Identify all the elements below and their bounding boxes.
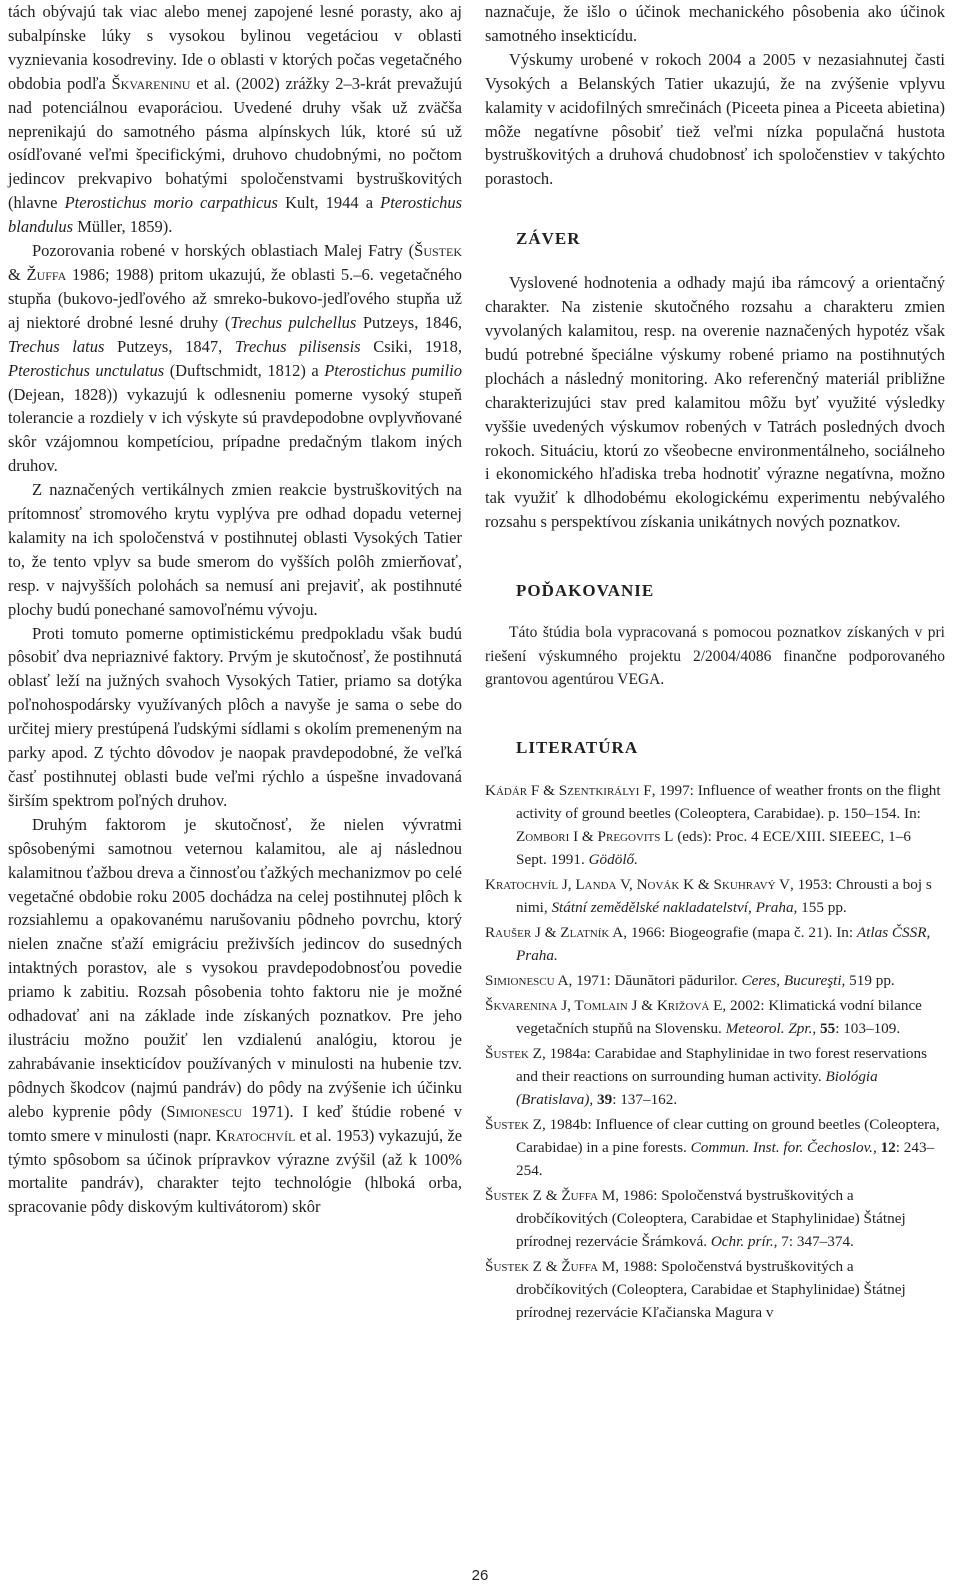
- left-column: [8, 0, 462, 1219]
- right-column: [485, 0, 945, 1326]
- reference-authors: Škvarenina J, Tomlain J & Križová E: [485, 997, 723, 1015]
- species-name: Pterostichus morio carpathicus: [64, 193, 278, 213]
- section-heading-zaver: ZÁVER: [516, 229, 581, 249]
- author-name: Simionescu: [166, 1101, 243, 1121]
- reference-authors: Šustek Z: [485, 1045, 542, 1063]
- section-heading-podakovanie: POĎAKOVANIE: [516, 581, 655, 601]
- reference-authors: Simionescu A: [485, 972, 569, 990]
- author-name: Žuffa: [26, 264, 67, 284]
- reference-text: , 1971: Dăunători pădurilor.: [568, 972, 742, 990]
- author-name: Škvareninu: [111, 73, 191, 93]
- reference-item: [485, 1255, 945, 1324]
- reference-authors: Raušer J & Zlatník A: [485, 924, 624, 942]
- reference-text: , 1997: Influence of weather fronts on the flight activity of ground beetles (Coleoptera, Carabidae). p. 150–154. In:: [516, 782, 941, 823]
- reference-item: [485, 921, 945, 967]
- reference-text2: (eds): Proc. 4 ECE/XIII. SIEEEC, 1–6 Sept. 1991.: [516, 828, 911, 869]
- reference-authors: Kádár F & Szentkirályi F: [485, 782, 652, 800]
- acknowledgement: Táto štúdia bola vypracovaná s pomocou poznatkov získaných v pri riešení výskumného projektu 2/2004/4086 finančne podporovaného grantovou agentúrou VEGA.: [485, 624, 945, 689]
- reference-journal: Biológia (Bratislava),: [516, 1068, 878, 1109]
- paragraph: naznačuje, že išlo o účinok mechanického pôsobenia ako účinok samotného insekticídu.: [485, 2, 945, 45]
- species-name: Trechus latus: [8, 336, 105, 356]
- reference-authors: Šustek Z & Žuffa M: [485, 1258, 616, 1276]
- reference-text: , 1966: Biogeografie (mapa č. 21). In:: [623, 924, 857, 942]
- reference-item: [485, 1113, 945, 1182]
- reference-tail: : 243–254.: [516, 1139, 935, 1180]
- species-name: Pterostichus blandulus: [8, 193, 463, 237]
- paragraph: Výskumy urobené v rokoch 2004 a 2005 v nezasiahnutej časti Vysokých a Belanských Tatier ukazujú, že na zvýšenie vplyvu kalamity v acidofilných smrečinách (Piceeta pinea a Piceeta abietina) môže negatívne pôsobiť tiež veľmi nízka populačná hustota bystruškovitých a druhová chudobnosť ich spoločenstiev v takýchto porastoch.: [485, 49, 945, 189]
- species-name: Pterostichus pumilio: [324, 360, 463, 380]
- reference-vol: 12: [876, 1139, 896, 1157]
- paragraph: Z naznačených vertikálnych zmien reakcie bystruškovitých na prítomnosť stromového krytu vyplýva pre odhad dopadu veternej kalamity na ich spoločenstvá v postihnutej oblasti Vysokých Tatier to, že tento vplyv sa bude smerom do vyšších polôh zmierňovať, resp. v najvyšších polohách sa nemusí ani prejaviť, ak postihnuté plochy budú ponechané samovoľnému vývoju.: [8, 480, 462, 619]
- reference-journal: Ochr. prír.,: [710, 1233, 778, 1251]
- reference-journal: Atlas ČSSR, Praha.: [516, 924, 931, 965]
- paragraph: Pozorovania robené v horských oblastiach Malej Fatry (Šustek & Žuffa 1986; 1988) pritom ukazujú, že oblasti 5.–6. vegetačného stupňa (bukovo-jedľového až smreko-bukovo-jedľového stupňa už aj niektoré drobné lesné druhy (Trechus pulchellus Putzeys, 1846, Trechus latus Putzeys, 1847, Trechus pilisensis Csiki, 1918, Pterostichus unctulatus (Duftschmidt, 1812) a Pterostichus pumilio (Dejean, 1828)) vykazujú k odlesneniu pomerne vysoký stupeň tolerancie a rozdiely v ich výskyte sú pravdepodobne ovplyvňované skôr vzájomnou kompetíciou, prípadne predačným tlakom iných druhov.: [8, 241, 463, 476]
- reference-text: , 1986: Spoločenstvá bystruškovitých a drobčíkovitých (Coleoptera, Carabidae et Staphylinidae) Štátnej prírodnej rezervácie Šrámková.: [516, 1187, 906, 1251]
- reference-journal: Gödölő.: [588, 851, 638, 869]
- reference-item: [485, 873, 945, 919]
- reference-vol: 39: [593, 1091, 613, 1109]
- reference-item: [485, 779, 945, 871]
- paragraph: tách obývajú tak viac alebo menej zapojené lesné porasty, ako aj subalpínske lúky s vysokou bylinou vegetáciou v oblasti vyznievania kosodreviny. Ide o oblasti v ktorých počas vegetačného obdobia podľa Škvareninu et al. (2002) zrážky 2–3-krát prevažujú nad potenciálnou evaporáciou. Uvedené druhy však už zväčša neprenikajú do samotného pásma alpínskych lúk, ktoré sú už osídľované veľmi špecifickými, druhovo chudobnými, no počtom jedincov prekvapivo bohatými spoločenstvami bystruškovitých (hlavne Pterostichus morio carpathicus Kult, 1944 a Pterostichus blandulus Müller, 1859).: [8, 2, 463, 237]
- reference-text: , 1984a: Carabidae and Staphylinidae in two forest reservations and their reactions on surrounding human activity.: [516, 1045, 928, 1086]
- paragraph: Proti tomuto pomerne optimistickému predpokladu však budú pôsobiť dva nepriaznivé faktory. Prvým je skutočnosť, že postihnutá oblasť leží na južných svahoch Vysokých Tatier, priamo sa dotýka poľnohospodársky využívaných plôch a navyše je sama o sebe do určitej miery prestúpená ľudskými sídlami s okolím premeneným na parky apod. Z týchto dôvodov je naopak pravdepodobné, že veľká časť postihnutej oblasti bude veľmi rýchlo a úspešne invadovaná širším spektrom poľných druhov.: [8, 623, 462, 810]
- reference-tail: : 137–162.: [612, 1091, 678, 1109]
- reference-item: [485, 1184, 945, 1253]
- species-name: Trechus pilisensis: [234, 336, 361, 356]
- reference-text: , 2002: Klimatická vodní bilance vegetačních stupňů na Slovensku.: [516, 997, 922, 1038]
- reference-vol: 55: [816, 1020, 836, 1038]
- species-name: Pterostichus unctulatus: [8, 360, 165, 380]
- reference-authors: Šustek Z: [485, 1116, 542, 1134]
- reference-tail: 7: 347–374.: [777, 1233, 854, 1251]
- reference-tail: 155 pp.: [797, 899, 847, 917]
- reference-journal: Ceres, Bucureşti,: [741, 972, 846, 990]
- reference-authors: Šustek Z & Žuffa M: [485, 1187, 616, 1205]
- reference-journal: Meteorol. Zpr.,: [725, 1020, 817, 1038]
- reference-journal: Státní zemědělské nakladatelství, Praha,: [551, 899, 798, 917]
- page-number: 26: [471, 1567, 489, 1584]
- paragraph: Vyslovené hodnotenia a odhady majú iba rámcový a orientačný charakter. Na zistenie skutočného rozsahu a charakteru zmien vyvolaných kalamitou, resp. na overenie naznačených hypotéz však budú potrebné špeciálne výskumy robené priamo na postihnutých plochách a následný monitoring. Ako referenčný materiál približne charakterizujúci stav pred kalamitou môžu byť využité výsledky vyššie uvedených výskumov robených v Tatrách posledných dvoch rokoch. Situáciu, ktorú zo všeobecne environmentálneho, sociálneho i ekonomického hľadiska treba hodnotiť výrazne negatívna, možno tak využiť k dlhodobému ekologickému experimentu nebývalého rozsahu s perspektívou získania unikátnych nových poznatkov.: [485, 273, 945, 532]
- reference-authors2: Zombori I & Pregovits L: [516, 828, 674, 846]
- reference-item: [485, 1042, 945, 1111]
- reference-tail: : 103–109.: [835, 1020, 901, 1038]
- species-name: Trechus pulchellus: [230, 312, 357, 332]
- author-name: Šustek: [414, 241, 462, 261]
- reference-text: , 1984b: Influence of clear cutting on ground beetles (Coleoptera, Carabidae) in a pine forests.: [516, 1116, 940, 1157]
- reference-item: [485, 969, 945, 992]
- paragraph: Druhým faktorom je skutočnosť, že nielen vývratmi spôsobenými samotnou veternou kalamitou, ale aj následnou kalamitnou ťažbou dreva a činnosťou ťažkých mechanizmov po celé vegetačné obdobie roku 2005 dochádza na celej postihnutej plôch k rozsiahlemu a opakovanému narušovaniu pôdneho povrchu, ktorý nielen značne sťaží emigráciu preživších jedincov do susedných intaktných porastov, ale s vysokou pravdepodobnosťou povedie priamo k zabitiu. Rozsah pôsobenia tohto faktoru nie je možné odhadovať ani na základe inde získaných poznatkov. Pre jeho ilustráciu možno použiť len vzdialenú analógiu, ktorou je zahrabávanie insekticídov používaných v minulosti na hubenie tzv. pôdnych škodcov (najmú pandráv) do pôdy na zvýšenie ich účinku alebo kyprenie pôdy (Simionescu 1971). I keď štúdie robené v tomto smere v minulosti (napr. Kratochvíl et al. 1953) vykazujú, že týmto spôsobom sa účinok prípravkov výrazne zvýšil (až k 100% mortalite pandráv), charakter tejto technológie (hlboká orba, spracovanie pôdy diskovým kultivátorom) skôr: [8, 814, 463, 1217]
- reference-journal: Commun. Inst. for. Čechoslov.,: [690, 1139, 877, 1157]
- reference-text: , 1953: Chrousti a boj s nimi,: [516, 876, 932, 917]
- reference-item: [485, 994, 945, 1040]
- section-heading-literatura: LITERATÚRA: [516, 737, 639, 757]
- reference-list: [485, 779, 945, 1324]
- reference-text: , 1988: Spoločenstvá bystruškovitých a drobčíkovitých (Coleoptera, Carabidae et Staphylinidae) Štátnej prírodnej rezervácie Kľačianska Magura v: [516, 1258, 906, 1322]
- reference-tail: 519 pp.: [845, 972, 895, 990]
- reference-authors: Kratochvíl J, Landa V, Novák K & Skuhravý V: [485, 876, 791, 894]
- author-name: Kratochvíl: [215, 1125, 296, 1145]
